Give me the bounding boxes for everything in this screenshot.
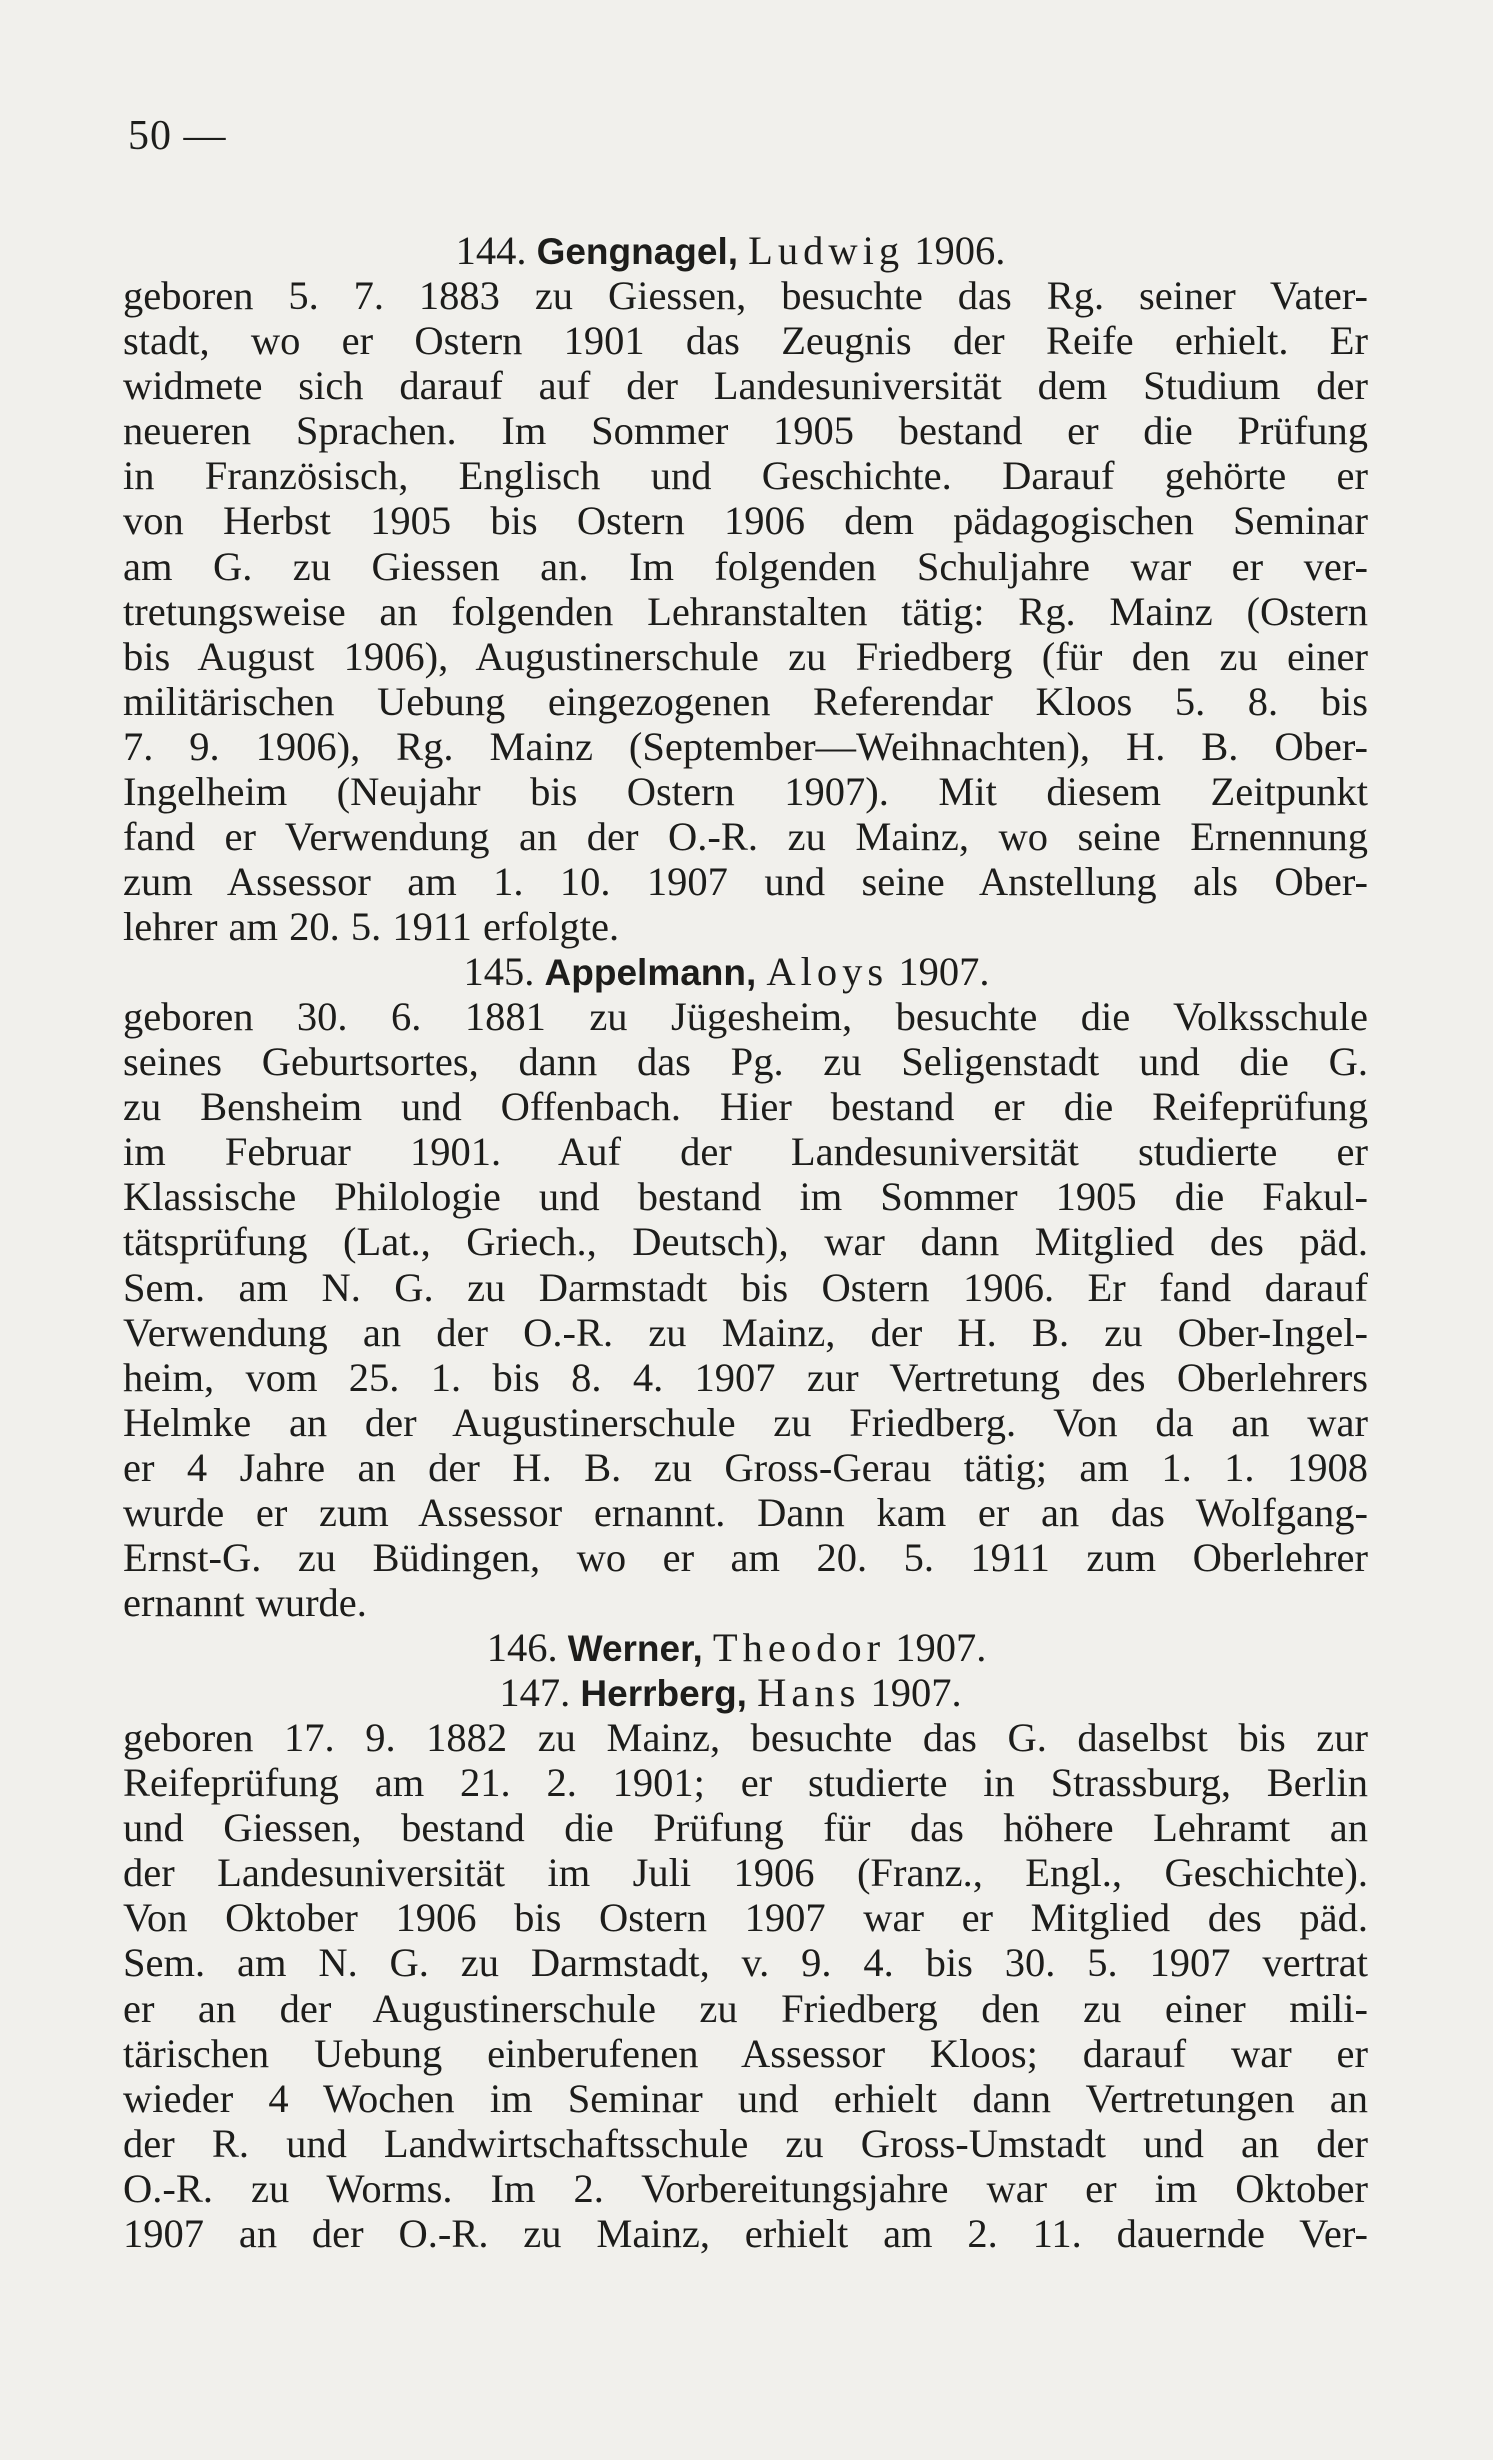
entry-heading-147 xyxy=(0,1670,1477,1716)
text-line: 7. 9. 1906), Rg. Mainz (September—Weihnachten), H. B. Ober- xyxy=(123,723,1368,769)
text-line: von Herbst 1905 bis Ostern 1906 dem pädagogischen Seminar xyxy=(123,498,1368,544)
text-line: Sem. am N. G. zu Darmstadt, v. 9. 4. bis 30. 5. 1907 vertrat xyxy=(123,1940,1368,1986)
entry-body-145 xyxy=(123,994,1368,1625)
entry-number: 145. xyxy=(463,949,535,994)
text-line: Ingelheim (Neujahr bis Ostern 1907). Mit diesem Zeitpunkt xyxy=(123,769,1368,815)
text-line: Reifeprüfung am 21. 2. 1901; er studierte in Strassburg, Berlin xyxy=(123,1760,1368,1806)
text-line: geboren 17. 9. 1882 zu Mainz, besuchte das G. daselbst bis zur xyxy=(123,1715,1368,1760)
text-line: der R. und Landwirtschaftsschule zu Gross-Umstadt und an der xyxy=(123,2120,1368,2166)
entry-body-144 xyxy=(123,273,1368,949)
text-line: neueren Sprachen. Im Sommer 1905 bestand er die Prüfung xyxy=(123,408,1368,454)
text-line: stadt, wo er Ostern 1901 das Zeugnis der Reife erhielt. Er xyxy=(123,318,1368,364)
text-line: tretungsweise an folgenden Lehranstalten tätig: Rg. Mainz (Ostern xyxy=(123,588,1368,634)
text-line: Klassische Philologie und bestand im Sommer 1905 die Fakul- xyxy=(123,1174,1368,1220)
entry-body-147 xyxy=(123,1715,1368,2256)
text-line: ernannt wurde. xyxy=(123,1580,367,1626)
text-line: tärischen Uebung einberufenen Assessor Kloos; darauf war er xyxy=(123,2030,1368,2076)
text-line: und Giessen, bestand die Prüfung für das höhere Lehramt an xyxy=(123,1805,1368,1851)
text-line: zum Assessor am 1. 10. 1907 und seine Anstellung als Ober- xyxy=(123,859,1368,905)
text-line: Helmke an der Augustinerschule zu Friedberg. Von da an war xyxy=(123,1399,1368,1445)
entry-year: 1907. xyxy=(895,1625,987,1670)
entry-surname: Herrberg, xyxy=(580,1673,747,1714)
entry-given-name: Theodor xyxy=(712,1625,886,1670)
entry-number: 146. xyxy=(486,1625,558,1670)
text-line: 1907 an der O.-R. zu Mainz, erhielt am 2. 11. dauernde Ver- xyxy=(123,2211,1368,2257)
text-line: lehrer am 20. 5. 1911 erfolgte. xyxy=(123,904,620,950)
entry-heading-146 xyxy=(0,1625,1483,1671)
text-line: tätsprüfung (Lat., Griech., Deutsch), war dann Mitglied des päd. xyxy=(123,1219,1368,1265)
text-line: er an der Augustinerschule zu Friedberg den zu einer mili- xyxy=(123,1985,1368,2031)
page-number: 50 — xyxy=(128,113,227,159)
text-line: er 4 Jahre an der H. B. zu Gross-Gerau tätig; am 1. 1. 1908 xyxy=(123,1444,1368,1490)
entry-year: 1907. xyxy=(898,949,990,994)
text-line: Ernst-G. zu Büdingen, wo er am 20. 5. 1911 zum Oberlehrer xyxy=(123,1535,1368,1581)
entry-heading-145 xyxy=(0,949,1473,995)
text-line: im Februar 1901. Auf der Landesuniversität studierte er xyxy=(123,1129,1368,1175)
text-line: heim, vom 25. 1. bis 8. 4. 1907 zur Vertretung des Oberlehrers xyxy=(123,1354,1368,1400)
text-line: zu Bensheim und Offenbach. Hier bestand er die Reifeprüfung xyxy=(123,1084,1368,1130)
text-line: geboren 5. 7. 1883 zu Giessen, besuchte das Rg. seiner Vater- xyxy=(123,273,1368,318)
text-line: Verwendung an der O.-R. zu Mainz, der H. B. zu Ober-Ingel- xyxy=(123,1309,1368,1355)
text-line: O.-R. zu Worms. Im 2. Vorbereitungsjahre war er im Oktober xyxy=(123,2165,1368,2211)
entry-heading-144 xyxy=(0,228,1477,274)
text-line: militärischen Uebung eingezogenen Referendar Kloos 5. 8. bis xyxy=(123,678,1368,724)
entry-surname: Werner, xyxy=(567,1628,703,1669)
entry-given-name: Ludwig xyxy=(748,228,905,273)
text-line: in Französisch, Englisch und Geschichte. Darauf gehörte er xyxy=(123,453,1368,499)
text-line: der Landesuniversität im Juli 1906 (Franz., Engl., Geschichte). xyxy=(123,1850,1368,1896)
text-line: fand er Verwendung an der O.-R. zu Mainz, wo seine Ernennung xyxy=(123,814,1368,860)
text-line: Sem. am N. G. zu Darmstadt bis Ostern 1906. Er fand darauf xyxy=(123,1264,1368,1310)
text-line: widmete sich darauf auf der Landesuniversität dem Studium der xyxy=(123,363,1368,409)
entry-year: 1907. xyxy=(870,1670,962,1715)
text-line: am G. zu Giessen an. Im folgenden Schuljahre war er ver- xyxy=(123,543,1368,589)
entry-number: 147. xyxy=(499,1670,571,1715)
text-line: seines Geburtsortes, dann das Pg. zu Seligenstadt und die G. xyxy=(123,1039,1368,1085)
entry-surname: Appelmann, xyxy=(544,952,757,993)
entry-given-name: Aloys xyxy=(766,949,889,994)
text-line: wurde er zum Assessor ernannt. Dann kam er an das Wolfgang- xyxy=(123,1490,1368,1536)
entry-given-name: Hans xyxy=(757,1670,861,1715)
text-line: Von Oktober 1906 bis Ostern 1907 war er Mitglied des päd. xyxy=(123,1895,1368,1941)
entry-number: 144. xyxy=(455,228,527,273)
text-line: bis August 1906), Augustinerschule zu Friedberg (für den zu einer xyxy=(123,633,1368,679)
entry-year: 1906. xyxy=(914,228,1006,273)
text-line: geboren 30. 6. 1881 zu Jügesheim, besuchte die Volksschule xyxy=(123,994,1368,1039)
entry-surname: Gengnagel, xyxy=(536,231,739,272)
text-line: wieder 4 Wochen im Seminar und erhielt dann Vertretungen an xyxy=(123,2075,1368,2121)
